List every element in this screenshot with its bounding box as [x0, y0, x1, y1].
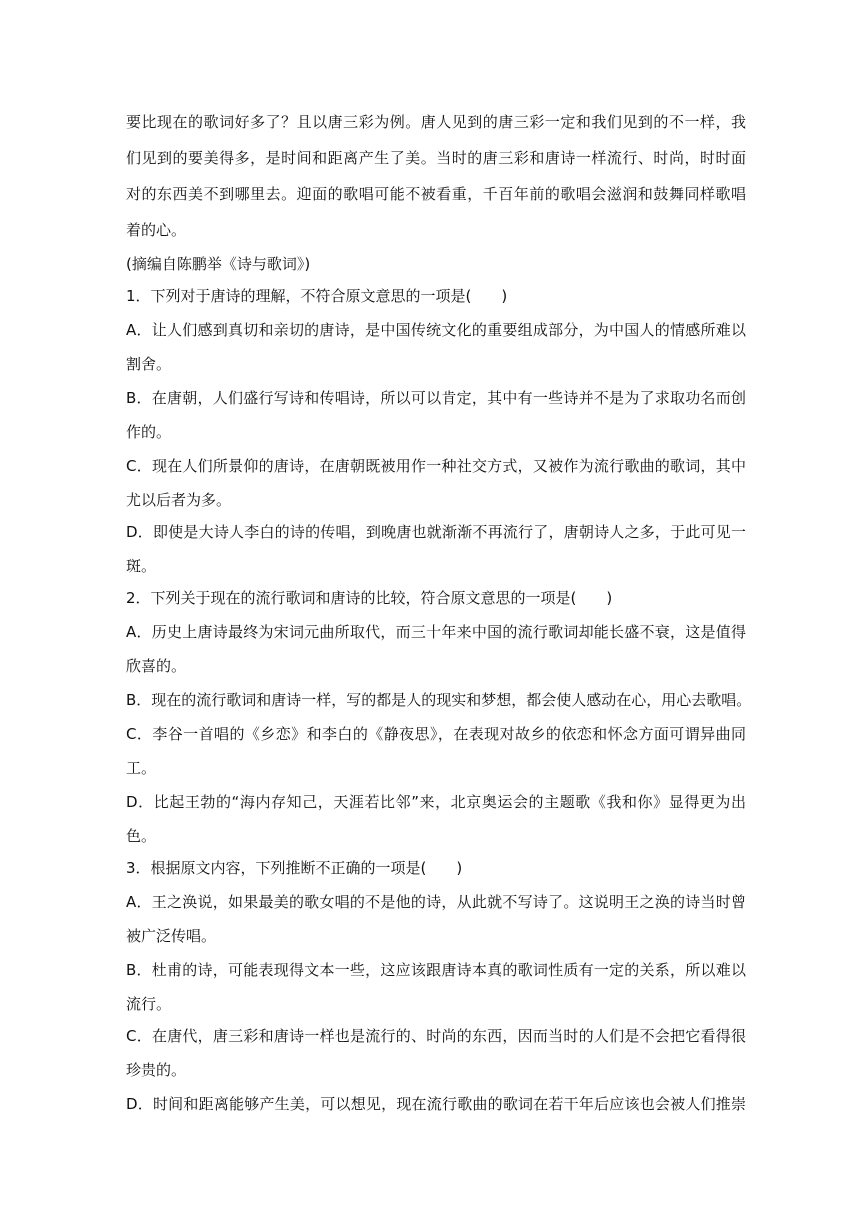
passage-line: 着的心。 — [126, 221, 187, 239]
option-line: 珍贵的。 — [126, 1061, 187, 1079]
option-line: C．在唐代，唐三彩和唐诗一样也是流行的、时尚的东西，因而当时的人们是不会把它看得很 — [126, 1027, 746, 1045]
option-line: 斑。 — [126, 557, 157, 575]
option-line: 割舍。 — [126, 355, 172, 373]
question-stem: 3．根据原文内容，下列推断不正确的一项是( ) — [126, 859, 463, 877]
question-stem: 1．下列对于唐诗的理解，不符合原文意思的一项是( ) — [126, 287, 508, 305]
option-line: 尤以后者为多。 — [126, 491, 232, 509]
option-line: D．时间和距离能够产生美，可以想见，现在流行歌曲的歌词在若干年后应该也会被人们推崇 — [126, 1095, 746, 1113]
passage-line: 对的东西美不到哪里去。迎面的歌唱可能不被看重，千百年前的歌唱会滋润和鼓舞同样歌唱 — [126, 185, 746, 203]
option-line: B．现在的流行歌词和唐诗一样，写的都是人的现实和梦想，都会使人感动在心，用心去歌唱。 — [126, 691, 752, 709]
option-line: 色。 — [126, 827, 157, 845]
option-line: 流行。 — [126, 995, 172, 1013]
option-line: B．在唐朝，人们盛行写诗和传唱诗，所以可以肯定，其中有一些诗并不是为了求取功名而创 — [126, 389, 746, 407]
option-line: A．历史上唐诗最终为宋词元曲所取代，而三十年来中国的流行歌词却能长盛不衰，这是值得 — [126, 623, 746, 641]
passage-line: 要比现在的歌词好多了？且以唐三彩为例。唐人见到的唐三彩一定和我们见到的不一样，我 — [126, 113, 746, 131]
question-stem: 2．下列关于现在的流行歌词和唐诗的比较，符合原文意思的一项是( ) — [126, 589, 613, 607]
option-line: D．比起王勃的“海内存知己，天涯若比邻”来，北京奥运会的主题歌《我和你》显得更为出 — [126, 793, 746, 811]
option-line: C．现在人们所景仰的唐诗，在唐朝既被用作一种社交方式，又被作为流行歌曲的歌词，其中 — [126, 457, 746, 475]
option-line: 被广泛传唱。 — [126, 927, 217, 945]
option-line: D．即使是大诗人李白的诗的传唱，到晚唐也就渐渐不再流行了，唐朝诗人之多，于此可见一 — [126, 523, 746, 541]
passage-source: (摘编自陈鹏举《诗与歌词》) — [126, 255, 311, 273]
option-line: B．杜甫的诗，可能表现得文本一些，这应该跟唐诗本真的歌词性质有一定的关系，所以难以 — [126, 961, 746, 979]
option-line: A．让人们感到真切和亲切的唐诗，是中国传统文化的重要组成部分，为中国人的情感所难以 — [126, 321, 746, 339]
option-line: 欣喜的。 — [126, 657, 187, 675]
option-line: 工。 — [126, 759, 157, 777]
passage-line: 们见到的要美得多，是时间和距离产生了美。当时的唐三彩和唐诗一样流行、时尚，时时面 — [126, 149, 746, 167]
option-line: C．李谷一首唱的《乡恋》和李白的《静夜思》，在表现对故乡的依恋和怀念方面可谓异曲同 — [126, 725, 746, 743]
option-line: A．王之涣说，如果最美的歌女唱的不是他的诗，从此就不写诗了。这说明王之涣的诗当时曾 — [126, 893, 746, 911]
option-line: 作的。 — [126, 423, 172, 441]
